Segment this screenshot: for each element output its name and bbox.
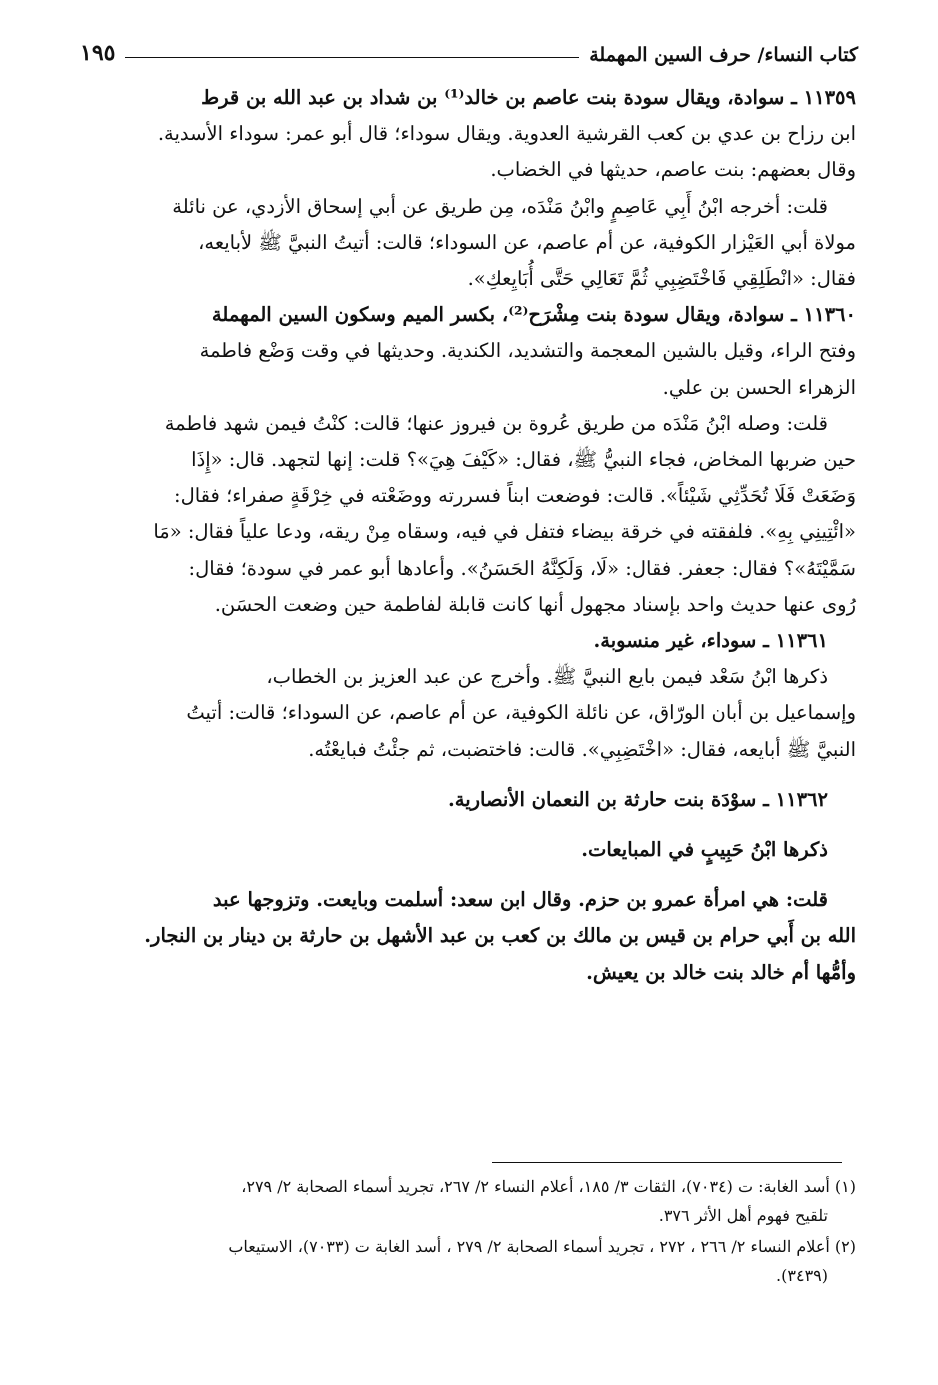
entry-text-line: وقال بعضهم: بنت عاصم، حديثها في الخضاب. — [490, 158, 856, 182]
footnote-line: تلقيح فهوم أهل الأثر ٣٧٦. — [658, 1206, 828, 1225]
entry-text-line: ذكرها ابْنُ حَبِيبٍ في المبايعات. — [581, 838, 828, 862]
page-header — [80, 30, 858, 66]
entry-heading-line: ١١٣٦٠ ـ سوادة، ويقال سودة بنت مِشْرَح⁽²⁾، بكسر الميم وسكون السين المهملة — [211, 303, 856, 327]
footnote-line: (٣٤٣٩). — [776, 1266, 828, 1285]
commentary-line: حين ضربها المخاض، فجاء النبيُّ ﷺ، فقال: «كَيْفَ هِيَ»؟ قلت: إنها لتجهد. قال: «إِذَا — [191, 448, 856, 472]
entry-text-line: وفتح الراء، وقيل بالشين المعجمة والتشديد، الكندية. وحديثها في وقت وَضْع فاطمة — [199, 339, 856, 363]
commentary-line: قلت: هي امرأة عمرو بن حزم. وقال ابن سعد: أسلمت وبايعت. وتزوجها عبد — [212, 888, 828, 912]
entry-heading-line: ١١٣٦١ ـ سوداء، غير منسوبة. — [593, 629, 828, 653]
commentary-line: ذكرها ابْنُ سَعْد فيمن بايع النبيَّ ﷺ. وأخرج عن عبد العزيز بن الخطاب، — [266, 665, 828, 689]
entry-text-line: ابن رزاح بن عدي بن كعب القرشية العدوية. ويقال سوداء؛ قال أبو عمر: سوداء الأسدية. — [157, 122, 856, 146]
commentary-line: قلت: أخرجه ابْنُ أَبِي عَاصِمٍ وابْنُ مَنْدَه، مِن طريق عن أبي إسحاق الأزدي، عن نائلة — [172, 194, 828, 218]
entry-heading-line: ١١٣٦٢ ـ سوْدَة بنت حارثة بن النعمان الأنصارية. — [447, 787, 828, 811]
commentary-line: الله بن أَبي حرام بن قيس بن مالك بن كعب بن عبد الأشهل بن حارثة بن دينار بن النجار. — [144, 924, 856, 948]
commentary-line: النبيَّ ﷺ أبايعه، فقال: «اخْتَضِبِي». قالت: فاختضبت، ثم جئْتُ فبايعْتُه. — [308, 737, 856, 761]
footnotes — [82, 1172, 856, 1290]
commentary-line: قلت: وصله ابْنُ مَنْدَه من طريق عُروة بن فيروز عنها؛ قالت: كنْتُ فيمن شهد فاطمة — [164, 411, 828, 435]
commentary-line: فقال: «انْطَلِقِي فَاخْتَضِبِي ثُمَّ تَعَالِي حَتَّى أُبَايِعكِ». — [467, 267, 856, 291]
header-rule — [125, 57, 579, 58]
commentary-line: سَمَّيْتَهُ»؟ فقال: جعفر. فقال: «لَا، وَلَكِنَّهُ الحَسَنُ». وأعادها أبو عمر في سودة؛ فقال: — [188, 556, 856, 580]
commentary-line: مولاة أبي العَيْزار الكوفية، عن أم عاصم، عن السوداء؛ قالت: أتيتُ النبيَّ ﷺ لأبايعه، — [198, 230, 856, 254]
footnote-line: (١) أسد الغابة: ت (٧٠٣٤)، الثقات ٣/ ١٨٥، أعلام النساء ٢/ ٢٦٧، تجريد أسماء الصحابة ٢/ ٢٧٩، — [241, 1177, 856, 1196]
page-body — [80, 80, 856, 991]
commentary-line: وأمُّها أم خالد بنت خالد بن يعيش. — [586, 960, 856, 984]
running-title: كتاب النساء/ حرف السين المهملة — [589, 44, 858, 66]
commentary-line: وإسماعيل بن أبان الورّاق، عن نائلة الكوفية، عن أم عاصم، عن السوداء؛ قالت: أتيتُ — [186, 701, 856, 725]
page-number: ١٩٥ — [80, 40, 116, 66]
commentary-line: وَضَعَتْ فَلَا تُحَدِّثِي شَيْئاً». قالت: فوضعت ابناً فسررته ووضَعْته في خِرْقَةٍ صفراء؛ فقال: — [174, 484, 856, 508]
footnote-line: (٢) أعلام النساء ٢/ ٢٦٦ ، ٢٧٢ ، تجريد أسماء الصحابة ٢/ ٢٧٩ ، أسد الغابة ت (٧٠٣٣)، الاستيعاب — [228, 1237, 856, 1256]
entry-heading-line: ١١٣٥٩ ـ سوادة، ويقال سودة بنت عاصم بن خالد⁽¹⁾ بن شداد بن عبد الله بن قرط — [201, 86, 856, 109]
commentary-line: «ائْتِينِي بِهِ». فلفقته في خرقة بيضاء فتفل في فيه، وسقاه مِنْ ريقه، ودعا علياً فقال: «مَا — [153, 520, 856, 544]
footnote-separator — [492, 1162, 842, 1163]
commentary-line: رُوى عنها حديث واحد بإسناد مجهول أنها كانت قابلة لفاطمة حين وضعت الحسَن. — [214, 592, 856, 616]
entry-text-line: الزهراء الحسن بن علي. — [662, 375, 856, 399]
